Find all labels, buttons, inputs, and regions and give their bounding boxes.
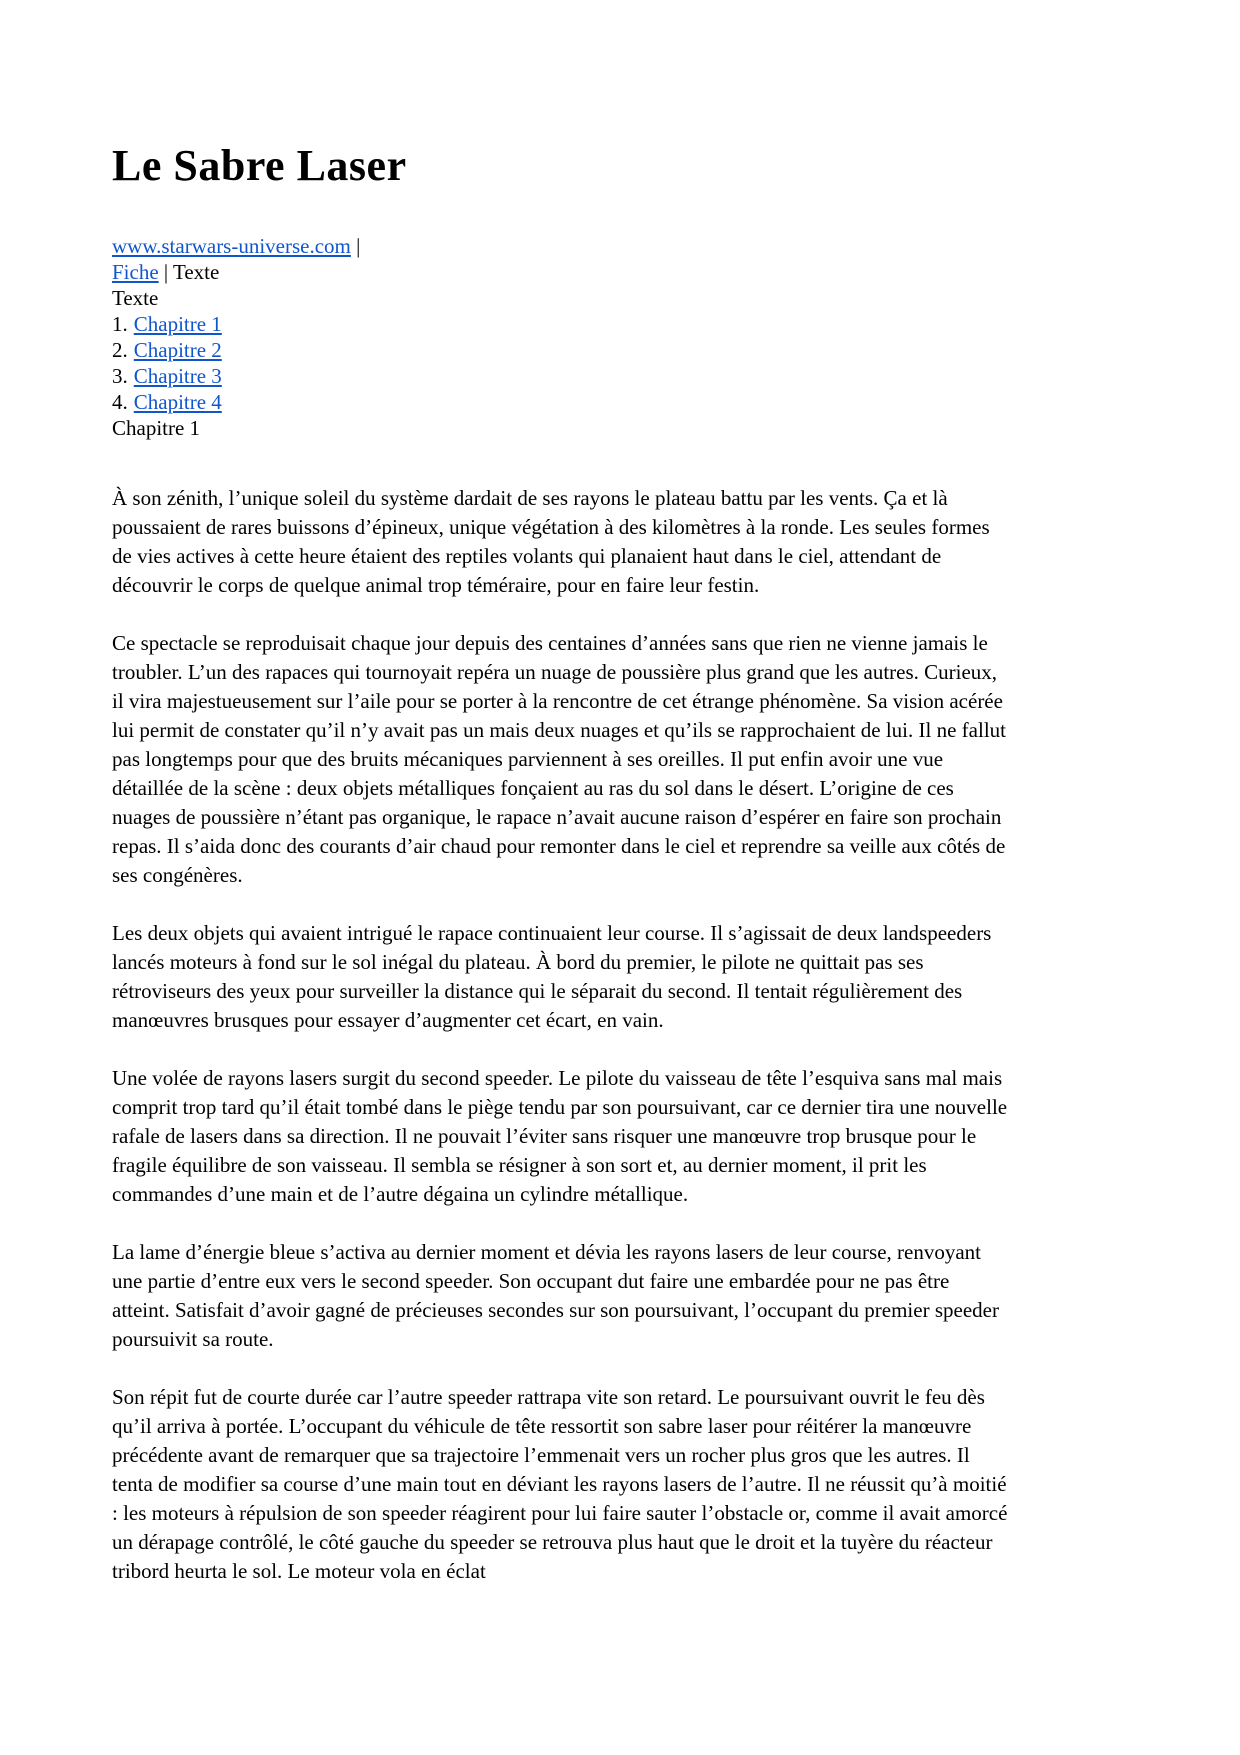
story-paragraph-5: La lame d’énergie bleue s’activa au dernier moment et dévia les rayons lasers de leur course, renvoyant une partie d’entre eux vers le second speeder. Son occupant dut faire une embardée pour ne pas être atteint. Satisfait d’avoir gagné de précieuses secondes sur son poursuivant, l’occupant du premier speeder poursuivit sa route. bbox=[112, 1240, 999, 1351]
pipe-separator: | bbox=[163, 260, 169, 284]
chapter-item-number: 2. bbox=[112, 338, 128, 362]
story-paragraph-3: Les deux objets qui avaient intrigué le rapace continuaient leur course. Il s’agissait de deux landspeeders lancés moteurs à fond sur le sol inégal du plateau. À bord du premier, le pilote ne quittait pas ses rétroviseurs des yeux pour surveiller la distance qui le séparait du second. Il tentait régulièrement des manœuvres brusques pour essayer d’augmenter cet écart, en vain. bbox=[112, 921, 992, 1032]
fiche-link[interactable]: Fiche bbox=[112, 260, 159, 284]
story-body bbox=[112, 484, 1009, 1586]
document-content bbox=[112, 140, 1009, 1586]
chapter-list-item bbox=[112, 389, 1009, 415]
chapter-list-item bbox=[112, 363, 1009, 389]
chapter-item-number: 1. bbox=[112, 312, 128, 336]
nav-block bbox=[112, 233, 1009, 441]
chapter-item-number: 3. bbox=[112, 364, 128, 388]
chapter-item-number: 4. bbox=[112, 390, 128, 414]
site-link-row bbox=[112, 233, 1009, 259]
story-paragraph-6: Son répit fut de courte durée car l’autre speeder rattrapa vite son retard. Le poursuivant ouvrit le feu dès qu’il arriva à portée. L’occupant du véhicule de tête ressortit son sabre laser pour réitérer la manœuvre précédente avant de remarquer que sa trajectoire l’emmenait vers un rocher plus gros que les autres. Il tenta de modifier sa course d’une main tout en déviant les rayons lasers de l’autre. Il ne réussit qu’à moitié : les moteurs à répulsion de son speeder réagirent pour lui faire sauter l’obstacle or, comme il avait amorcé un dérapage contrôlé, le côté gauche du speeder se retrouva plus haut que le droit et la tuyère du réacteur tribord heurta le sol. Le moteur vola en éclat bbox=[112, 1385, 1008, 1583]
chapter-list-item bbox=[112, 337, 1009, 363]
texte-heading: Texte bbox=[112, 286, 159, 310]
pipe-separator: | bbox=[356, 234, 361, 258]
story-paragraph-4: Une volée de rayons lasers surgit du second speeder. Le pilote du vaisseau de tête l’esquiva sans mal mais comprit trop tard qu’il était tombé dans le piège tendu par son poursuivant, car ce dernier tira une nouvelle rafale de lasers dans sa direction. Il ne pouvait l’éviter sans risquer une manœuvre trop brusque pour le fragile équilibre de son vaisseau. Il sembla se résigner à son sort et, au dernier moment, il prit les commandes d’une main et de l’autre dégaina un cylindre métallique. bbox=[112, 1066, 1008, 1206]
chapter-link-4[interactable]: Chapitre 4 bbox=[133, 390, 222, 414]
chapter-link-3[interactable]: Chapitre 3 bbox=[133, 364, 222, 388]
chapter-link-2[interactable]: Chapitre 2 bbox=[133, 338, 222, 362]
fiche-texte-row bbox=[112, 259, 1009, 285]
texte-label: Texte bbox=[173, 260, 220, 284]
current-chapter-label: Chapitre 1 bbox=[112, 416, 201, 440]
story-paragraph-2: Ce spectacle se reproduisait chaque jour depuis des centaines d’années sans que rien ne vienne jamais le troubler. L’un des rapaces qui tournoyait repéra un nuage de poussière plus grand que les autres. Curieux, il vira majestueusement sur l’aile pour se porter à la rencontre de cet étrange phénomène. Sa vision acérée lui permit de constater qu’il n’y avait pas un mais deux nuages et qu’ils se rapprochaient de lui. Il ne fallut pas longtemps pour que des bruits mécaniques parviennent à ses oreilles. Il put enfin avoir une vue détaillée de la scène : deux objets métalliques fonçaient au ras du sol dans le désert. L’origine de ces nuages de poussière n’étant pas organique, le rapace n’avait aucune raison d’espérer en faire son prochain repas. Il s’aida donc des courants d’air chaud pour remonter dans le ciel et reprendre sa veille aux côtés de ses congénères. bbox=[112, 631, 1006, 887]
story-paragraph-1: À son zénith, l’unique soleil du système dardait de ses rayons le plateau battu par les vents. Ça et là poussaient de rares buissons d’épineux, unique végétation à des kilomètres à la ronde. Les seules formes de vies actives à cette heure étaient des reptiles volants qui planaient haut dans le ciel, attendant de découvrir le corps de quelque animal trop téméraire, pour en faire leur festin. bbox=[112, 486, 990, 597]
chapter-list-item bbox=[112, 311, 1009, 337]
page-title: Le Sabre Laser bbox=[112, 141, 407, 190]
site-link[interactable]: www.starwars-universe.com bbox=[112, 234, 351, 258]
chapter-link-1[interactable]: Chapitre 1 bbox=[133, 312, 222, 336]
